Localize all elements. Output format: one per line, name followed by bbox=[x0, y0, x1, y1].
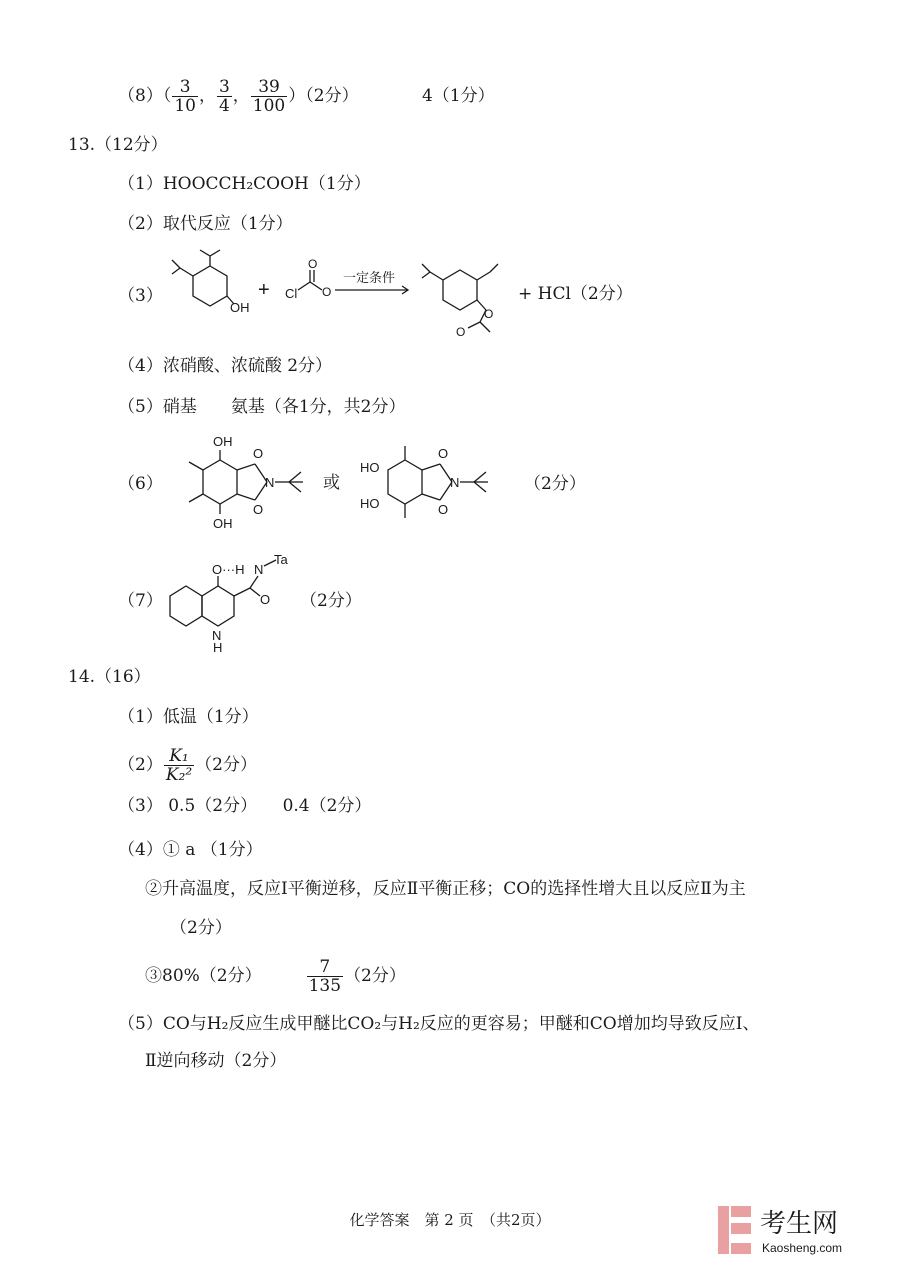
q13-part2: （2）取代反应（1分） bbox=[118, 214, 293, 234]
svg-text:HO: HO bbox=[360, 496, 380, 511]
structures-part6 bbox=[175, 432, 515, 542]
hydroxyl-label: OH bbox=[230, 300, 250, 315]
q13-part5: （5）硝基 氨基（各1分，共2分） bbox=[118, 397, 406, 417]
q13-part6-label: （6） bbox=[118, 474, 163, 494]
svg-text:O: O bbox=[322, 285, 332, 299]
watermark-logo bbox=[716, 1192, 886, 1262]
svg-text:O···H: O···H bbox=[212, 562, 245, 577]
watermark-url: Kaosheng.com bbox=[762, 1241, 843, 1255]
chlorine-label: Cl bbox=[285, 286, 298, 301]
q13-part7-score: （2分） bbox=[300, 591, 362, 611]
q13-part6-score: （2分） bbox=[524, 474, 586, 494]
watermark-brand: 考生网 bbox=[760, 1209, 839, 1239]
svg-text:O: O bbox=[260, 592, 271, 607]
or-label: 或 bbox=[323, 473, 340, 492]
svg-text:OH: OH bbox=[213, 434, 233, 449]
svg-text:HO: HO bbox=[360, 460, 380, 475]
q13-part4: （4）浓硝酸、浓硫酸 2分） bbox=[118, 356, 333, 376]
svg-text:O: O bbox=[253, 446, 264, 461]
svg-text:N: N bbox=[265, 475, 275, 490]
svg-text:O: O bbox=[438, 446, 449, 461]
q13-header: 13.（12分） bbox=[68, 135, 168, 155]
q14-part5a: （5）CO与H₂反应生成甲醚比CO₂与H₂反应的更容易；甲醚和CO增加均导致反应Ⅰ、 bbox=[118, 1014, 760, 1034]
q14-part4-2a: ②升高温度，反应Ⅰ平衡逆移，反应Ⅱ平衡正移；CO的选择性增大且以反应Ⅱ为主 bbox=[145, 879, 746, 899]
reaction-condition: 一定条件 bbox=[343, 270, 396, 285]
q13-part3-label: （3） bbox=[118, 286, 163, 306]
q14-part4-2b: （2分） bbox=[170, 918, 232, 938]
product-hcl: + HCl（2分） bbox=[518, 284, 633, 304]
q14-part2: （2） $\frac{\text{K₁}}{\text{K₂²}}$ （2分） bbox=[118, 746, 257, 785]
q14-part5b: Ⅱ逆向移动（2分） bbox=[145, 1051, 287, 1071]
svg-text:N: N bbox=[450, 475, 460, 490]
kaosheng-logo-icon bbox=[716, 1192, 886, 1262]
q14-part1: （1）低温（1分） bbox=[118, 707, 259, 727]
q14-part4: （4）① a （1分） bbox=[118, 840, 263, 860]
svg-text:O: O bbox=[438, 502, 449, 517]
svg-text:H: H bbox=[213, 640, 223, 653]
fraction-3-10: $\frac{3}{10}$ bbox=[174, 77, 196, 116]
q13-part1: （1）HOOCCH₂COOH（1分） bbox=[118, 174, 371, 194]
page-footer: 化学答案 第 2 页 （共2页） bbox=[349, 1211, 551, 1229]
q12-part8: （8）（ $\frac{3}{10}$ ， $\frac{3}{4}$ ， $\frac{39}{100}$ ）（2分） 4（1分） bbox=[118, 77, 495, 116]
svg-text:Ta: Ta bbox=[274, 552, 288, 567]
svg-text:O: O bbox=[456, 325, 466, 339]
fraction-7-135: $\frac{7}{135}$ bbox=[308, 957, 342, 996]
svg-text:N: N bbox=[254, 562, 264, 577]
fraction-k1-k2sq: $\frac{\text{K₁}}{\text{K₂²}}$ bbox=[165, 746, 193, 785]
svg-text:O: O bbox=[253, 502, 264, 517]
q13-part7-label: （7） bbox=[118, 591, 163, 611]
svg-text:+: + bbox=[258, 279, 270, 301]
svg-text:N: N bbox=[212, 628, 222, 643]
reaction-scheme bbox=[160, 248, 550, 343]
svg-text:O: O bbox=[484, 307, 494, 321]
fraction-3-4: $\frac{3}{4}$ bbox=[218, 77, 230, 116]
q14-part4-3: ③80%（2分） $\frac{7}{135}$ （2分） bbox=[145, 957, 406, 996]
q14-header: 14.（16） bbox=[68, 667, 151, 687]
svg-text:OH: OH bbox=[213, 516, 233, 531]
q14-part3: （3） 0.5（2分） 0.4（2分） bbox=[118, 796, 372, 816]
fraction-39-100: $\frac{39}{100}$ bbox=[252, 77, 286, 116]
svg-text:O: O bbox=[308, 257, 318, 271]
structure-part7 bbox=[160, 548, 300, 653]
